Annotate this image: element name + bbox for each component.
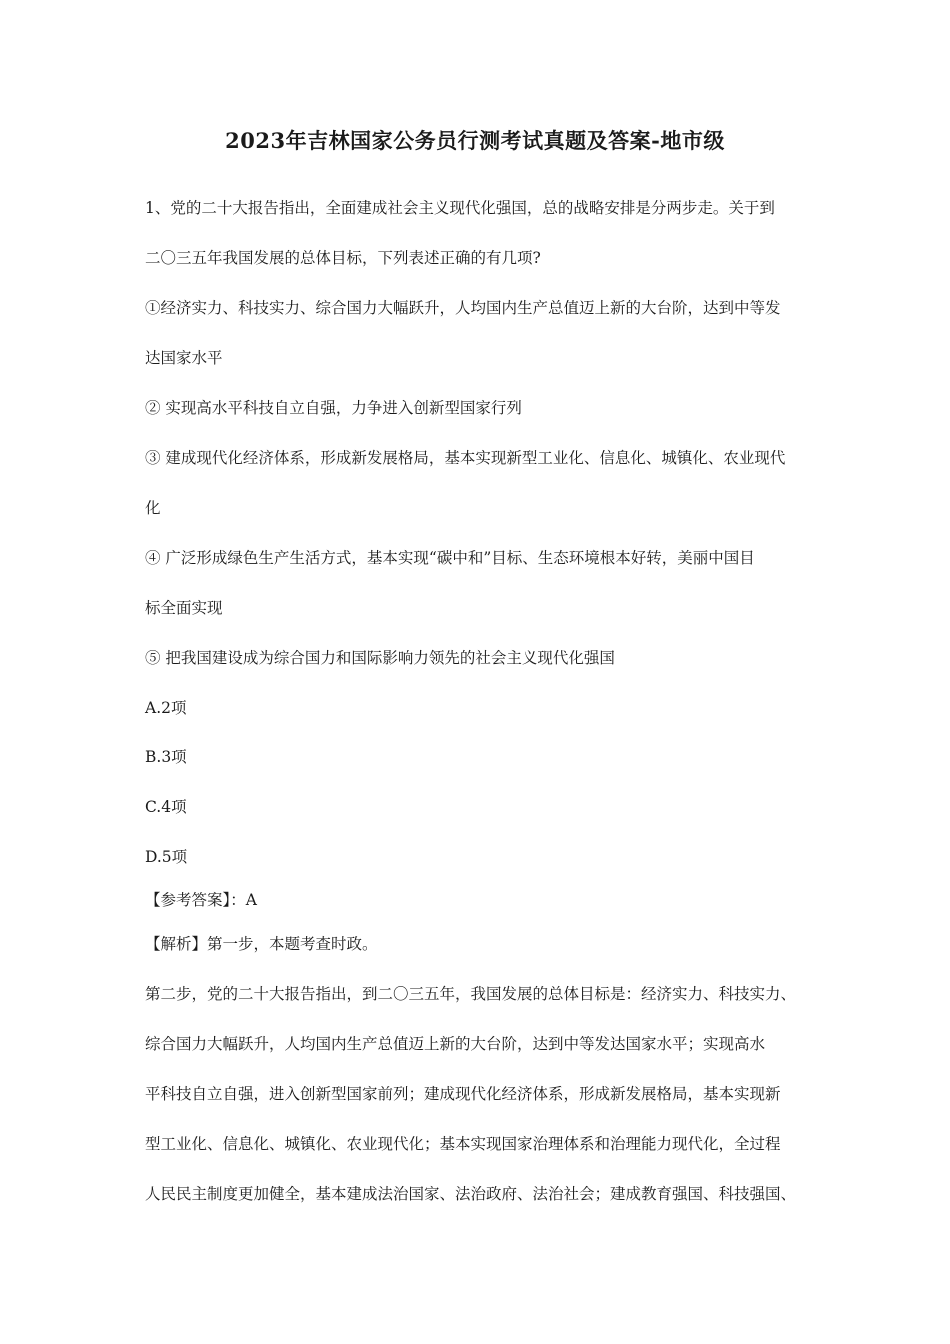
document-title: 2023年吉林国家公务员行测考试真题及答案-地市级 xyxy=(225,128,725,153)
statement-1-line-2: 达国家水平 xyxy=(145,349,223,367)
reference-answer: 【参考答案】：A xyxy=(145,891,257,909)
statement-3-line-2: 化 xyxy=(145,499,161,517)
analysis-step-2-line-2: 综合国力大幅跃升，人均国内生产总值迈上新的大台阶，达到中等发达国家水平；实现高水 xyxy=(145,1035,766,1053)
question-stem-line-1: 1、党的二十大报告指出，全面建成社会主义现代化强国，总的战略安排是分两步走。关于到 xyxy=(145,199,775,217)
analysis-step-2-line-3: 平科技自立自强，进入创新型国家前列；建成现代化经济体系，形成新发展格局，基本实现新 xyxy=(145,1085,781,1103)
statement-4-line-1: ④ 广泛形成绿色生产生活方式，基本实现“碳中和”目标、生态环境根本好转，美丽中国目 xyxy=(145,549,755,567)
statement-4-line-2: 标全面实现 xyxy=(145,599,223,617)
statement-2: ② 实现高水平科技自立自强，力争进入创新型国家行列 xyxy=(145,399,522,417)
statement-5: ⑤ 把我国建设成为综合国力和国际影响力领先的社会主义现代化强国 xyxy=(145,649,615,667)
statement-1-line-1: ①经济实力、科技实力、综合国力大幅跃升，人均国内生产总值迈上新的大台阶，达到中等发 xyxy=(145,299,781,317)
analysis-step-2-line-4: 型工业化、信息化、城镇化、农业现代化；基本实现国家治理体系和治理能力现代化，全过程 xyxy=(145,1135,781,1153)
question-stem-line-2: 二〇三五年我国发展的总体目标，下列表述正确的有几项? xyxy=(145,249,541,267)
analysis-step-1: 【解析】第一步，本题考查时政。 xyxy=(145,935,378,953)
statement-3-line-1: ③ 建成现代化经济体系，形成新发展格局，基本实现新型工业化、信息化、城镇化、农业现代 xyxy=(145,449,786,467)
option-b: B.3项 xyxy=(145,748,187,766)
option-d: D.5项 xyxy=(145,848,188,866)
option-c: C.4项 xyxy=(145,798,187,816)
analysis-step-2-line-1: 第二步，党的二十大报告指出，到二〇三五年，我国发展的总体目标是：经济实力、科技实力、 xyxy=(145,985,797,1003)
analysis-step-2-line-5: 人民民主制度更加健全，基本建成法治国家、法治政府、法治社会；建成教育强国、科技强国、 xyxy=(145,1185,797,1203)
option-a: A.2项 xyxy=(145,699,187,717)
